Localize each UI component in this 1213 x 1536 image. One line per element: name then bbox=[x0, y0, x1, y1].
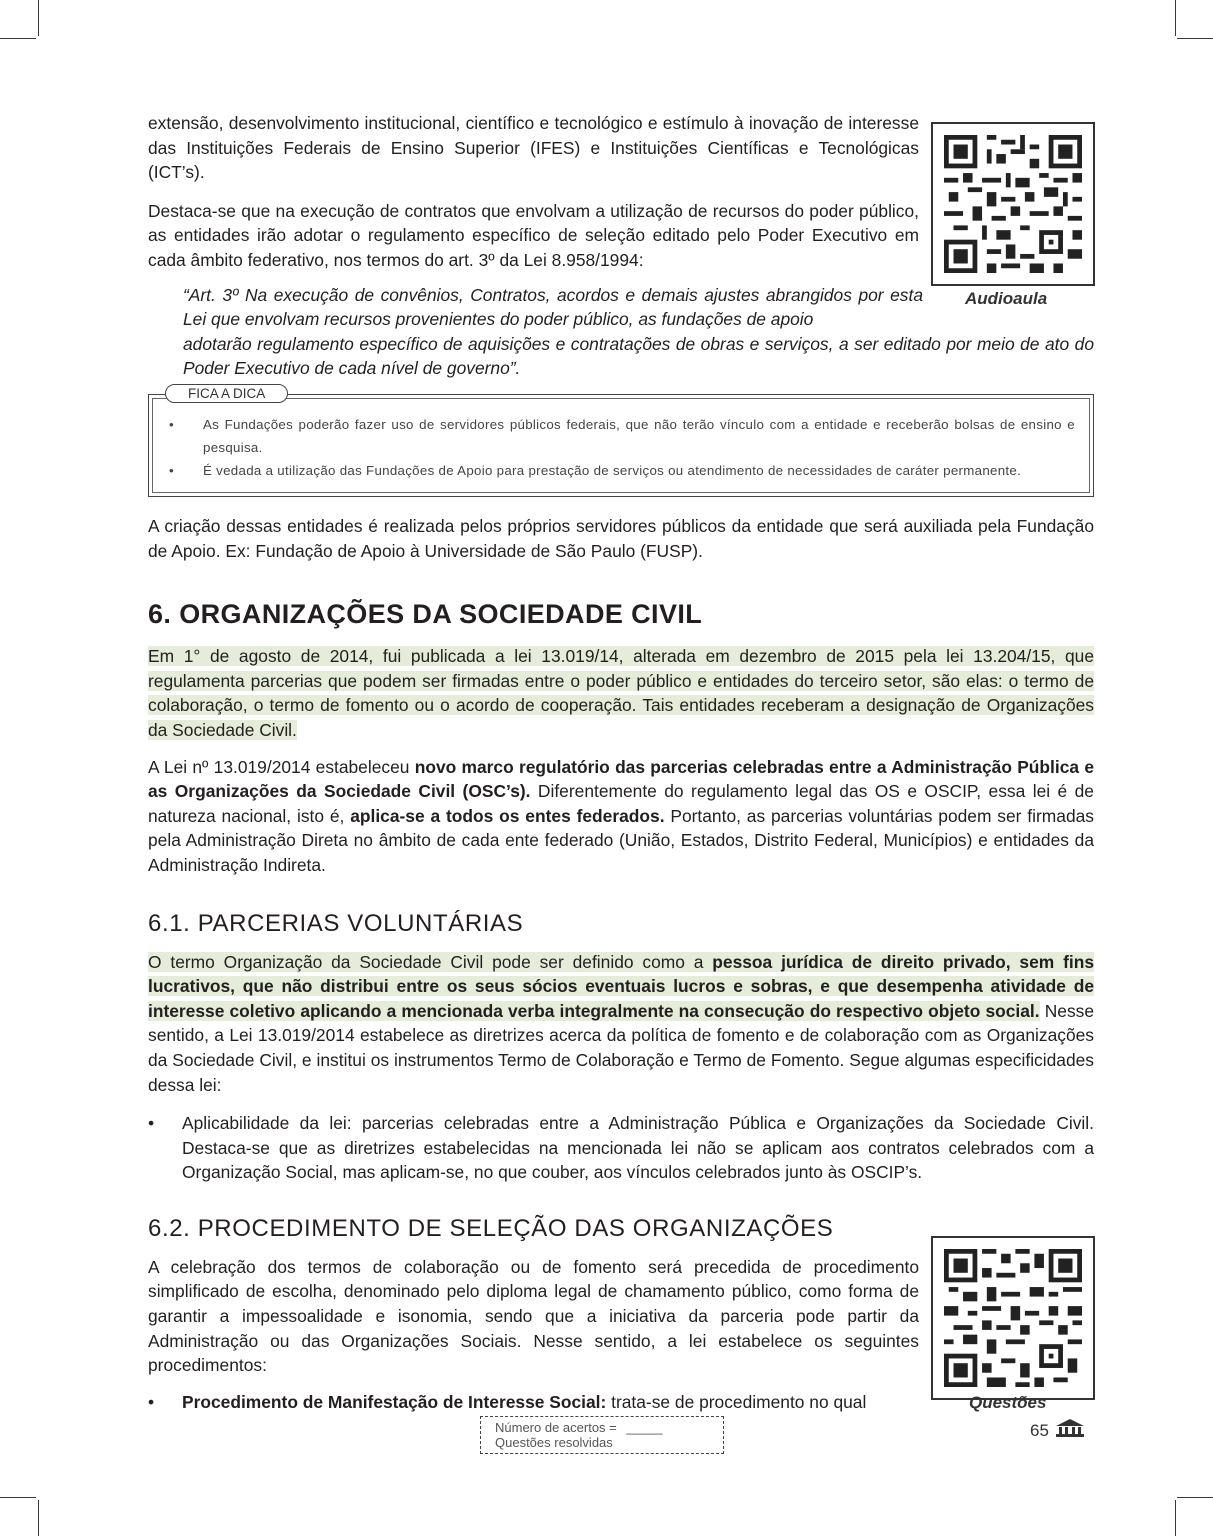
tip-box bbox=[148, 386, 1094, 497]
qr-code-questoes[interactable] bbox=[931, 1236, 1095, 1400]
heading-6-1: 6.1. PARCERIAS VOLUNTÁRIAS bbox=[148, 909, 524, 937]
qr-code-audioaula[interactable] bbox=[931, 122, 1095, 286]
qr-code-icon bbox=[944, 135, 1082, 273]
law-quote bbox=[183, 283, 1094, 381]
qr-label-audioaula: Audioaula bbox=[965, 289, 1048, 308]
tip-item: • As Fundações poderão fazer uso de servidores públicos federais, que não terão vínculo com a entidade e receberão bolsas de ensino e pesquisa. bbox=[167, 413, 1075, 459]
highlighted-text: Em 1° de agosto de 2014, fui publicada a lei 13.019/14, alterada em dezembro de 2015 pela lei 13.204/15, que regulamenta parcerias que podem ser firmadas entre o poder público e entidades do terceiro setor, são elas: o termo de colaboração, o termo de fomento ou o acordo de cooperação. Tais entidades receberam a designação de Organizações da Sociedade Civil. bbox=[148, 646, 1094, 740]
crop-mark bbox=[38, 0, 39, 36]
criacao-paragraph: A criação dessas entidades é realizada pelos próprios servidores públicos da entidade que será auxiliada pela Fundação de Apoio. Ex: Fundação de Apoio à Universidade de São Paulo (FUSP). bbox=[148, 516, 1094, 561]
page-number: 65 bbox=[1030, 1421, 1049, 1440]
qr-code-icon bbox=[944, 1249, 1082, 1387]
highlighted-text: O termo Organização da Sociedade Civil pode ser definido como a bbox=[148, 951, 713, 972]
section-6-1-paragraph bbox=[148, 950, 1094, 1098]
highlighted-bold-text: pessoa jurídica de direito privado, sem fins lucrativos, que não distribui entre os seus sócios eventuais lucros e sobras, e que desempenha atividade de interesse coletivo aplicando a mencionada verba integralmente na consecução do respectivo objeto social. bbox=[148, 951, 1094, 1021]
crop-mark bbox=[0, 38, 36, 39]
text-run: A Lei nº 13.019/2014 estabeleceu bbox=[148, 756, 415, 777]
bold-text: Procedimento de Manifestação de Interesse Social: bbox=[182, 1391, 607, 1412]
publisher-logo-icon bbox=[1055, 1419, 1085, 1442]
bullet-aplicabilidade bbox=[148, 1111, 1094, 1185]
counter-label-correct: Número de acertos = bbox=[495, 1420, 617, 1435]
crop-mark bbox=[0, 1497, 36, 1498]
section-6-paragraph-1 bbox=[148, 644, 1094, 742]
text-run: Diferentemente do regulamento legal das OS e OSCIP, essa lei é de natureza nacional, isto é, bbox=[148, 781, 1094, 826]
score-counter-box bbox=[480, 1416, 724, 1454]
crop-mark bbox=[1175, 1500, 1176, 1536]
counter-line bbox=[495, 1420, 723, 1435]
counter-label-resolved: Questões resolvidas bbox=[495, 1435, 613, 1450]
text-run: Nesse sentido, a Lei 13.019/2014 estabelece as diretrizes acerca da política de fomento e de colaboração com as Organizações da Sociedade Civil, e institui os instrumentos Termo de Colaboração e Termo de Fomento. Segue algumas especificidades dessa lei: bbox=[148, 1000, 1095, 1095]
intro-paragraph-2: Destaca-se que na execução de contratos que envolvam a utilização de recursos do poder público, as entidades irão adotar o regulamento específico de seleção editado pelo Poder Executivo em cada âmbito federativo, nos termos do art. 3º da Lei 8.958/1994: bbox=[148, 200, 919, 270]
text-run: Portanto, as parcerias voluntárias podem ser firmadas pela Administração Direta no âmbito de cada ente federado (União, Estados, Distrito Federal, Municípios) e entidades da Administração Indireta. bbox=[148, 805, 1094, 875]
section-6-paragraph-2 bbox=[148, 755, 1094, 878]
bullet-dot: • bbox=[148, 1113, 155, 1134]
crop-mark bbox=[1177, 1497, 1213, 1498]
bold-text: aplica-se a todos os entes federados. bbox=[350, 805, 665, 826]
bold-text: novo marco regulatório das parcerias celebradas entre a Administração Pública e as Organizações da Sociedade Civil (OSC’s). bbox=[148, 756, 1094, 802]
bullet-dot: • bbox=[148, 1391, 155, 1412]
law-quote-line-1: “Art. 3º Na execução de convênios, Contratos, acordos e demais ajustes abrangidos por esta Lei que envolvam recursos provenientes do poder público, as fundações de apoio bbox=[183, 284, 923, 330]
intro-paragraph-1: extensão, desenvolvimento institucional, científico e tecnológico e estímulo à inovação de interesse das Instituições Federais de Ensino Superior (IFES) e Instituições Científicas e Tecnológicas (ICT’s). bbox=[148, 113, 919, 183]
crop-mark bbox=[38, 1500, 39, 1536]
bullet-text: trata-se de procedimento no qual bbox=[606, 1391, 867, 1412]
tip-item: • É vedada a utilização das Fundações de Apoio para prestação de serviços ou atendimento de necessidades de caráter permanente. bbox=[167, 459, 1075, 482]
law-quote-line-2: adotarão regulamento específico de aquisições e contratações de obras e serviços, a ser editado por meio de ato do Poder Executivo de cada nível de governo”. bbox=[183, 333, 1094, 379]
crop-mark bbox=[1175, 0, 1176, 36]
bullet-procedimento bbox=[148, 1390, 953, 1415]
section-6-2-paragraph: A celebração dos termos de colaboração ou de fomento será precedida de procedimento simplificado de escolha, denominado pelo diploma legal de chamamento público, como forma de garantir a impessoalidade e isonomia, sendo que a iniciativa da parceria pode partir da Administração ou das Organizações Sociais. Nesse sentido, a lei estabelece os seguintes procedimentos: bbox=[148, 1256, 919, 1376]
qr-label-questoes: Questões bbox=[969, 1393, 1047, 1412]
heading-6: 6. ORGANIZAÇÕES DA SOCIEDADE CIVIL bbox=[148, 599, 703, 630]
heading-6-2: 6.2. PROCEDIMENTO DE SELEÇÃO DAS ORGANIZAÇÕES bbox=[148, 1214, 834, 1242]
crop-mark bbox=[1177, 38, 1213, 39]
counter-blank: _____ bbox=[626, 1420, 663, 1435]
tip-tab: FICA A DICA bbox=[165, 384, 288, 403]
bullet-text: Aplicabilidade da lei: parcerias celebradas entre a Administração Pública e Organizações da Sociedade Civil. Destaca-se que as diretrizes estabelecidas na mencionada lei não se aplicam aos contratos celebrados com a Organização Social, mas aplicam-se, no que couber, aos vínculos celebrados junto às OSCIP’s. bbox=[182, 1113, 1094, 1183]
